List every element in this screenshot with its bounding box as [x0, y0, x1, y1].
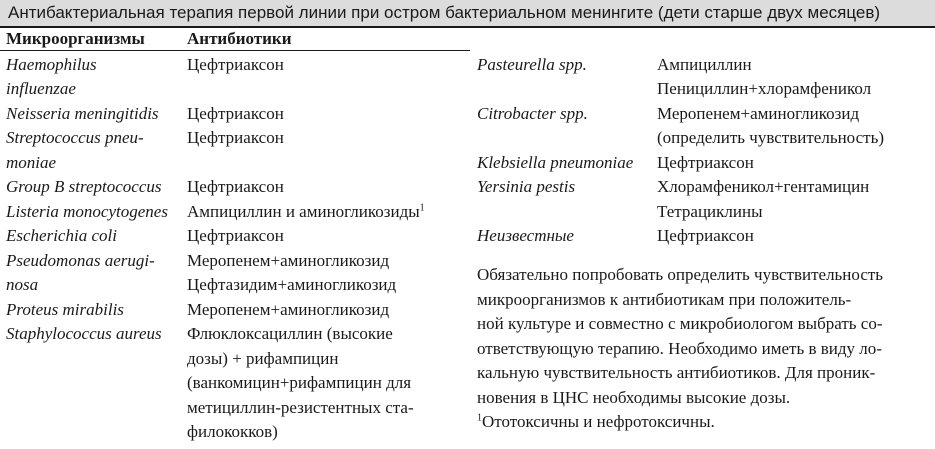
note-line: кальную чувствительность антибиотиков. Для проник- — [477, 363, 876, 382]
header-antibiotics: Антибиотики — [187, 29, 292, 48]
antibiotic-text: Цефтриаксон — [187, 226, 284, 245]
organism-name: Escherichia coli — [6, 226, 117, 245]
antibiotic-text: Пенициллин+хлорамфеникол — [657, 79, 872, 98]
organism-name: nosa — [6, 275, 39, 294]
antibiotic-text: Флюклоксациллин (высокие — [187, 324, 393, 343]
organism-name: influenzae — [6, 79, 76, 98]
organism-name: Group B streptococcus — [6, 177, 162, 196]
note-line: микроорганизмов к антибиотикам при положитель- — [477, 289, 852, 309]
antibiotic-text: Цефтриаксон — [187, 177, 284, 196]
organism-name: Proteus mirabilis — [6, 300, 124, 319]
antibiotic-text: (ванкомицин+рифампицин для — [187, 373, 412, 392]
antibiotic-text-with-footnote — [187, 200, 425, 225]
organism-name: Klebsiella pneumoniae — [477, 153, 634, 172]
organism-name: Pseudomonas aerugi- — [6, 251, 155, 270]
footnote-text: Ототоксичны и нефротоксичны. — [482, 412, 715, 431]
antibiotic-text: Меропенем+аминогликозид — [187, 251, 390, 270]
antibiotic-text: Цефтриаксон — [187, 55, 284, 74]
antibiotic-text: Цефтриаксон — [187, 104, 284, 123]
footnote-marker: 1 — [419, 202, 425, 214]
organism-name: Citrobacter spp. — [477, 104, 588, 123]
antibiotic-text: Меропенем+аминогликозид — [187, 300, 390, 319]
organism-name: Pasteurella spp. — [477, 55, 587, 74]
antibiotic-text: Меропенем+аминогликозид — [657, 104, 860, 123]
organism-name: Yersinia pestis — [477, 177, 576, 196]
header-microorganisms: Микроорганизмы — [6, 29, 145, 48]
note-line: Обязательно попробовать определить чувствительность — [477, 265, 884, 284]
note-line: ответствующую терапию. Необходимо иметь в виду ло- — [477, 338, 882, 358]
antibiotic-text: Цефтриаксон — [657, 153, 754, 172]
footnote-marker: 1 — [477, 412, 482, 424]
header-rule — [0, 50, 470, 51]
organism-name: Haemophilus — [6, 55, 97, 74]
antibiotic-text: Хлорамфеникол+гентамицин — [657, 177, 870, 196]
antibiotic-text: Цефтазидим+аминогликозид — [187, 275, 397, 294]
recommendation-note — [477, 263, 932, 435]
table-title: Антибактериальная терапия первой линии при остром бактериальном менингите (дети старше двух месяцев) — [0, 0, 935, 26]
antibiotic-text: филококков) — [187, 422, 278, 441]
organism-name: Neisseria meningitidis — [6, 104, 159, 123]
note-line: новения в ЦНС необходимы высокие дозы. — [477, 387, 791, 407]
antibiotic-text: дозы) + рифампицин — [187, 349, 339, 368]
organism-name: Streptococcus pneu- — [6, 128, 144, 147]
organism-name: Staphylococcus aureus — [6, 324, 162, 343]
organism-name: moniae — [6, 153, 57, 172]
footnote — [477, 410, 932, 435]
antibiotic-text: метициллин-резистентных ста- — [187, 398, 414, 417]
antibiotic-text: (определить чувствительность) — [657, 128, 884, 147]
antibiotic-text: Цефтриаксон — [657, 226, 754, 245]
organism-name: Неизвестные — [477, 226, 574, 245]
antibiotic-text: Тетрациклины — [657, 202, 763, 221]
note-line: ной культуре и совместно с микробиологом выбрать со- — [477, 314, 883, 333]
antibiotic-text: Ампициллин и аминогликозиды — [187, 202, 420, 221]
antibiotic-text: Цефтриаксон — [187, 128, 284, 147]
top-rule — [0, 26, 935, 28]
organism-name: Listeria monocytogenes — [6, 202, 168, 221]
antibiotic-text: Ампициллин — [657, 55, 752, 74]
